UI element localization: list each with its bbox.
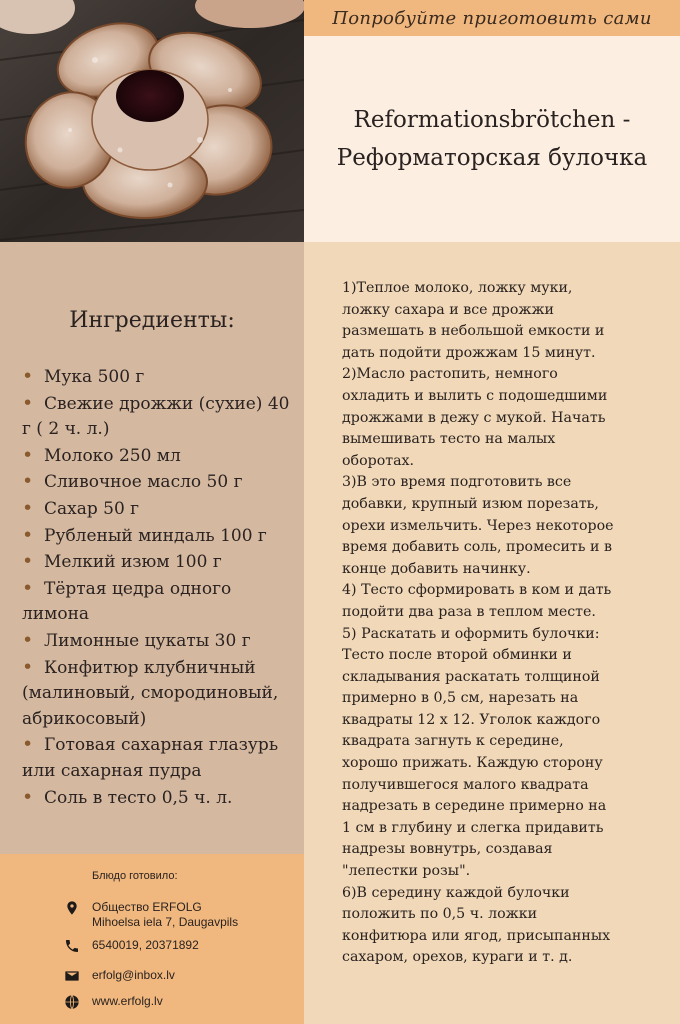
phone-row	[64, 938, 199, 954]
recipe-line: время добавить соль, промесить и в	[342, 539, 612, 556]
recipe-line: конфитюра или ягод, присыпанных	[342, 927, 611, 944]
recipe-line: ложку сахара и все дрожжи	[342, 301, 554, 318]
recipe-line: положить по 0,5 ч. ложки	[342, 906, 538, 923]
banner	[304, 0, 680, 36]
website-row	[64, 994, 163, 1010]
ingredient-item: • Рубленый миндаль 100 г	[22, 523, 292, 550]
recipe-line: вымешивать тесто на малых	[342, 431, 556, 448]
recipe-line: орехи измельчить. Через некоторое	[342, 517, 614, 534]
recipe-line: складывания раскатать толщиной	[342, 668, 600, 685]
recipe-line: 4) Тесто сформировать в ком и дать	[342, 582, 612, 599]
ingredient-item: • Сахар 50 г	[22, 496, 292, 523]
ingredient-item: • Соль в тесто 0,5 ч. л.	[22, 785, 292, 812]
recipe-line: 1 см в глубину и слегка придавить	[342, 819, 604, 836]
org-name: Общество ERFOLG	[92, 900, 202, 914]
location-pin-icon	[64, 900, 80, 916]
recipe-line: "лепестки розы".	[342, 863, 471, 880]
title-line-german: Reformationsbrötchen -	[353, 107, 631, 133]
recipe-steps	[342, 278, 672, 969]
recipe-line: оборотах.	[342, 452, 415, 469]
ingredient-item: • Тёртая цедра одного лимона	[22, 576, 292, 628]
recipe-line: сахаром, орехов, кураги и т. д.	[342, 949, 573, 966]
email-link[interactable]: erfolg@inbox.lv	[92, 968, 175, 982]
recipe-line: конце добавить начинку.	[342, 560, 531, 577]
recipe-line: примерно в 0,5 см, нарезать на	[342, 690, 579, 707]
recipe-line: 3)В это время подготовить все	[342, 474, 572, 491]
ingredient-item: • Лимонные цукаты 30 г	[22, 628, 292, 655]
phone-icon	[64, 938, 80, 954]
ingredient-item: • Готовая сахарная глазурь или сахарная пудра	[22, 732, 292, 784]
recipe-line: квадраты 12 х 12. Уголок каждого	[342, 711, 601, 728]
recipe-line: дрожжами в дежу с мукой. Начать	[342, 409, 606, 426]
recipe-line: охладить и вылить с подошедшими	[342, 387, 608, 404]
recipe-line: 1)Теплое молоко, ложку муки,	[342, 280, 573, 296]
recipe-line: размешать в небольшой емкости и	[342, 323, 605, 340]
ingredient-item: • Мелкий изюм 100 г	[22, 549, 292, 576]
recipe-line: Тесто после второй обминки и	[342, 647, 572, 664]
email-icon	[64, 968, 80, 984]
phone-number[interactable]: 6540019, 20371892	[92, 938, 199, 952]
pastry-photo	[0, 0, 304, 242]
title-panel	[304, 36, 680, 242]
contact-panel	[0, 854, 304, 1024]
ingredient-item: • Сливочное масло 50 г	[22, 469, 292, 496]
recipe-line: 5) Раскатать и оформить булочки:	[342, 625, 600, 642]
recipe-line: 6)В середину каждой булочки	[342, 884, 570, 901]
recipe-line: подойти два раза в теплом месте.	[342, 603, 596, 620]
ingredients-list	[22, 364, 292, 811]
recipe-line: добавки, крупный изюм порезать,	[342, 495, 599, 512]
ingredient-item: • Конфитюр клубничный (малиновый, смородиновый, абрикосовый)	[22, 655, 292, 733]
banner-text: Попробуйте приготовить сами	[332, 7, 652, 29]
recipe-line: надрезы вовнутрь, создавая	[342, 841, 553, 858]
recipe-line: получившегося малого квадрата	[342, 776, 589, 793]
title-line-russian: Реформаторская булочка	[336, 145, 648, 171]
recipe-panel	[304, 242, 680, 1024]
org-address: Mihoelsa iela 7, Daugavpils	[92, 915, 239, 929]
ingredients-panel	[0, 242, 304, 854]
ingredient-item: • Молоко 250 мл	[22, 443, 292, 470]
page-title	[337, 101, 647, 177]
recipe-line: надрезать в середине примерно на	[342, 798, 607, 815]
recipe-line: 2)Масло растопить, немного	[342, 366, 558, 383]
cooked-by-label: Блюдо готовило:	[92, 870, 178, 882]
ingredient-item: • Свежие дрожжи (сухие) 40 г ( 2 ч. л.)	[22, 391, 292, 443]
recipe-line: квадрата загнуть к середине,	[342, 733, 564, 750]
ingredients-heading: Ингредиенты:	[69, 308, 235, 333]
recipe-line: хорошо прижать. Каждую сторону	[342, 755, 603, 772]
ingredient-item: • Мука 500 г	[22, 364, 292, 391]
globe-icon	[64, 994, 80, 1010]
address-row	[64, 900, 238, 930]
pastry-illustration	[0, 0, 304, 242]
recipe-line: дать подойти дрожжам 15 минут.	[342, 344, 596, 361]
email-row	[64, 968, 175, 984]
website-link[interactable]: www.erfolg.lv	[92, 994, 163, 1008]
